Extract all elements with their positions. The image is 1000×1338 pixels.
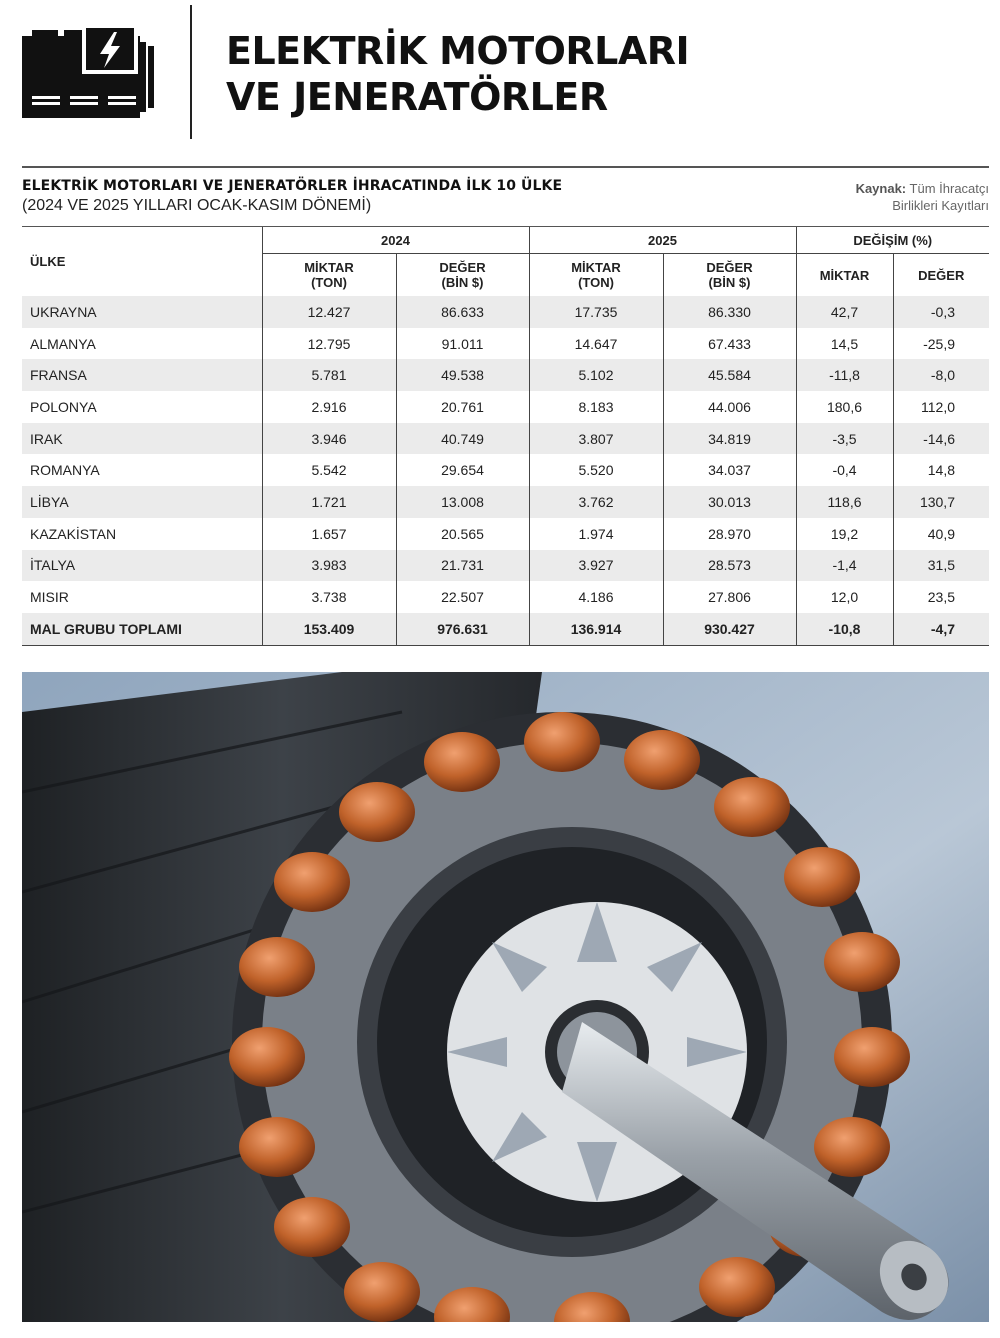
- cell-val-2024: 13.008: [396, 486, 529, 518]
- cell-qty-2025: 5.520: [529, 454, 663, 486]
- cell-qty-2025: 3.927: [529, 550, 663, 582]
- cell-chg-val: 23,5: [893, 581, 989, 613]
- cell-val-2024: 22.507: [396, 581, 529, 613]
- cell-qty-2024: 12.427: [262, 296, 396, 328]
- col-header-chg-val: DEĞER: [893, 254, 989, 297]
- cell-chg-val: 31,5: [893, 550, 989, 582]
- electric-motor-stator-photo: [22, 672, 989, 1322]
- cell-qty-2025: 17.735: [529, 296, 663, 328]
- table-row: [22, 359, 989, 391]
- cell-val-2024: 20.565: [396, 518, 529, 550]
- page-header: [0, 0, 1000, 150]
- cell-total-chg-val: -4,7: [893, 613, 989, 645]
- cell-val-2025: 28.970: [663, 518, 796, 550]
- col-header-qty-2024: MİKTAR (TON): [262, 254, 396, 297]
- table-row: [22, 518, 989, 550]
- cell-val-2024: 49.538: [396, 359, 529, 391]
- cell-country: IRAK: [22, 423, 262, 455]
- table-row: [22, 454, 989, 486]
- table-row: [22, 423, 989, 455]
- cell-val-2024: 86.633: [396, 296, 529, 328]
- table-row: [22, 391, 989, 423]
- col-header-2024: 2024: [262, 227, 529, 254]
- cell-qty-2025: 5.102: [529, 359, 663, 391]
- section-divider: [22, 166, 989, 168]
- cell-country: LİBYA: [22, 486, 262, 518]
- table-title: ELEKTRİK MOTORLARI VE JENERATÖRLER İHRACATINDA İLK 10 ÜLKE: [22, 178, 563, 194]
- cell-qty-2024: 3.738: [262, 581, 396, 613]
- cell-country: ROMANYA: [22, 454, 262, 486]
- cell-val-2024: 91.011: [396, 328, 529, 360]
- header-row-years: [22, 227, 989, 254]
- cell-total-val-2025: 930.427: [663, 613, 796, 645]
- col-header-val-2024: DEĞER (BİN $): [396, 254, 529, 297]
- cell-val-2024: 40.749: [396, 423, 529, 455]
- cell-country: KAZAKİSTAN: [22, 518, 262, 550]
- export-table: [22, 226, 989, 646]
- cell-total-qty-2025: 136.914: [529, 613, 663, 645]
- cell-total-label: MAL GRUBU TOPLAMI: [22, 613, 262, 645]
- cell-chg-val: 40,9: [893, 518, 989, 550]
- cell-qty-2025: 14.647: [529, 328, 663, 360]
- cell-chg-qty: -3,5: [796, 423, 893, 455]
- col-header-country: ÜLKE: [22, 227, 262, 297]
- cell-chg-qty: 42,7: [796, 296, 893, 328]
- cell-qty-2025: 1.974: [529, 518, 663, 550]
- cell-val-2024: 29.654: [396, 454, 529, 486]
- cell-qty-2024: 1.721: [262, 486, 396, 518]
- page-title-line-1: ELEKTRİK MOTORLARI: [226, 29, 690, 73]
- cell-chg-val: 130,7: [893, 486, 989, 518]
- source-note: [856, 180, 989, 214]
- cell-val-2024: 21.731: [396, 550, 529, 582]
- table-row: [22, 486, 989, 518]
- cell-val-2025: 27.806: [663, 581, 796, 613]
- cell-chg-qty: 180,6: [796, 391, 893, 423]
- cell-country: İTALYA: [22, 550, 262, 582]
- cell-val-2025: 44.006: [663, 391, 796, 423]
- cell-val-2025: 30.013: [663, 486, 796, 518]
- cell-val-2025: 28.573: [663, 550, 796, 582]
- cell-qty-2025: 3.762: [529, 486, 663, 518]
- cell-chg-qty: 14,5: [796, 328, 893, 360]
- cell-qty-2025: 8.183: [529, 391, 663, 423]
- cell-chg-qty: -1,4: [796, 550, 893, 582]
- cell-chg-val: 14,8: [893, 454, 989, 486]
- cell-val-2025: 67.433: [663, 328, 796, 360]
- table-row: [22, 296, 989, 328]
- cell-country: POLONYA: [22, 391, 262, 423]
- cell-chg-val: -8,0: [893, 359, 989, 391]
- col-header-qty-2025: MİKTAR (TON): [529, 254, 663, 297]
- cell-qty-2024: 12.795: [262, 328, 396, 360]
- cell-qty-2024: 5.542: [262, 454, 396, 486]
- cell-qty-2025: 4.186: [529, 581, 663, 613]
- cell-val-2024: 20.761: [396, 391, 529, 423]
- source-label: Kaynak:: [855, 181, 907, 196]
- cell-chg-val: -14,6: [893, 423, 989, 455]
- col-header-2025: 2025: [529, 227, 796, 254]
- table-row: [22, 550, 989, 582]
- col-header-change: DEĞİŞİM (%): [796, 227, 989, 254]
- cell-country: MISIR: [22, 581, 262, 613]
- table-subtitle: (2024 VE 2025 YILLARI OCAK-KASIM DÖNEMİ): [22, 197, 372, 214]
- cell-qty-2024: 1.657: [262, 518, 396, 550]
- cell-country: FRANSA: [22, 359, 262, 391]
- cell-val-2025: 45.584: [663, 359, 796, 391]
- cell-val-2025: 86.330: [663, 296, 796, 328]
- cell-chg-qty: 19,2: [796, 518, 893, 550]
- cell-country: ALMANYA: [22, 328, 262, 360]
- cell-qty-2024: 2.916: [262, 391, 396, 423]
- cell-total-val-2024: 976.631: [396, 613, 529, 645]
- cell-total-qty-2024: 153.409: [262, 613, 396, 645]
- cell-chg-qty: -11,8: [796, 359, 893, 391]
- cell-chg-val: -25,9: [893, 328, 989, 360]
- col-header-chg-qty: MİKTAR: [796, 254, 893, 297]
- cell-qty-2024: 5.781: [262, 359, 396, 391]
- header-divider: [190, 5, 192, 139]
- generator-lightning-icon: [20, 22, 160, 122]
- page-title: [226, 28, 689, 120]
- cell-qty-2024: 3.983: [262, 550, 396, 582]
- col-header-val-2025: DEĞER (BİN $): [663, 254, 796, 297]
- table-total-row: [22, 613, 989, 645]
- cell-chg-val: -0,3: [893, 296, 989, 328]
- source-line-2: Birlikleri Kayıtları: [892, 198, 989, 213]
- table-row: [22, 581, 989, 613]
- cell-qty-2025: 3.807: [529, 423, 663, 455]
- cell-chg-val: 112,0: [893, 391, 989, 423]
- cell-chg-qty: 12,0: [796, 581, 893, 613]
- cell-total-chg-qty: -10,8: [796, 613, 893, 645]
- cell-country: UKRAYNA: [22, 296, 262, 328]
- page-title-line-2: VE JENERATÖRLER: [226, 75, 608, 119]
- cell-chg-qty: -0,4: [796, 454, 893, 486]
- source-line-1: Tüm İhracatçı: [909, 181, 989, 196]
- cell-val-2025: 34.819: [663, 423, 796, 455]
- table-row: [22, 328, 989, 360]
- cell-qty-2024: 3.946: [262, 423, 396, 455]
- cell-val-2025: 34.037: [663, 454, 796, 486]
- cell-chg-qty: 118,6: [796, 486, 893, 518]
